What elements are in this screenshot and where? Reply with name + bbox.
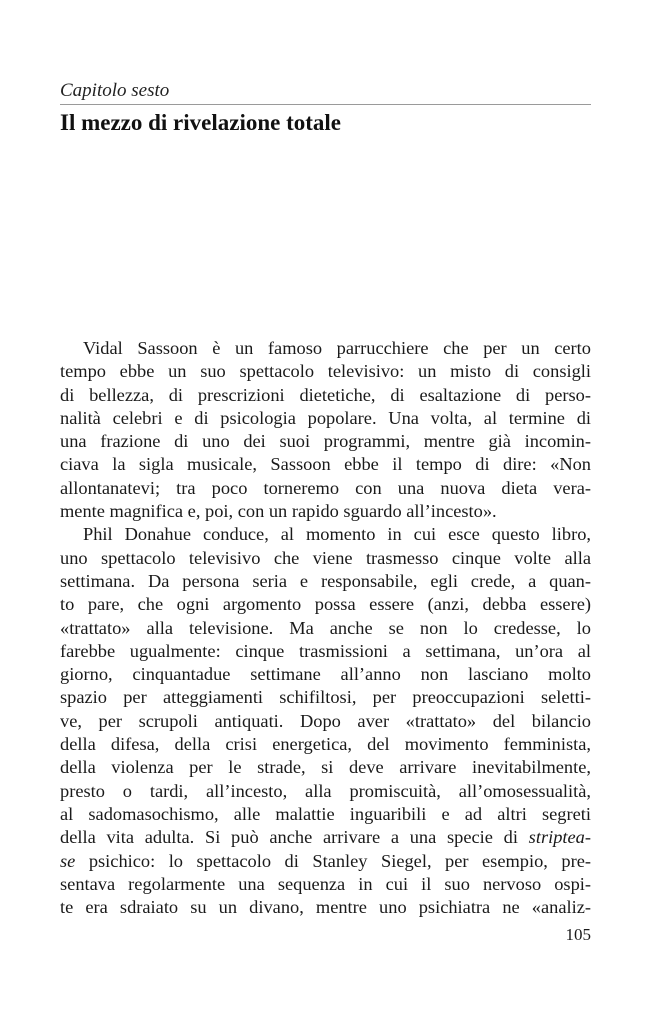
chapter-label: Capitolo sesto: [60, 80, 170, 101]
text-line: nalità celebri e di psicologia popolare. Una volta, al termine di: [60, 407, 591, 428]
text-line: mente magnifica e, poi, con un rapido sguardo all’incesto».: [60, 501, 497, 522]
text-line: «trattato» alla televisione. Ma anche se non lo credesse, lo: [60, 617, 591, 638]
italic-term: striptea-: [528, 827, 591, 848]
paragraph-2: [60, 523, 591, 919]
text-line: sentava regolarmente una sequenza in cui il suo nervoso ospi-: [60, 873, 591, 894]
text-line: uno spettacolo televisivo che viene trasmesso cinque volte alla: [60, 547, 591, 568]
body-text: [60, 337, 591, 919]
text-line: Vidal Sassoon è un famoso parrucchiere che per un certo: [83, 338, 591, 358]
text-line: una frazione di uno dei suoi programmi, mentre già incomin-: [60, 431, 591, 452]
chapter-title: Il mezzo di rivelazione totale: [60, 110, 342, 135]
text-line: farebbe ugualmente: cinque trasmissioni a settimana, un’ora al: [60, 640, 591, 661]
text-line: allontanatevi; tra poco torneremo con una nuova dieta vera-: [60, 477, 591, 498]
text-line: della difesa, della crisi energetica, del movimento femminista,: [60, 734, 591, 755]
chapter-divider: [60, 104, 591, 105]
text-line: to pare, che ogni argomento possa essere (anzi, debba essere): [60, 594, 591, 615]
text-line-start: della vita adulta. Si può anche arrivare a una specie di: [60, 827, 529, 848]
text-line: spazio per atteggiamenti schifiltosi, per preoccupazioni seletti-: [60, 687, 591, 708]
text-line: giorno, cinquantadue settimane all’anno non lasciano molto: [60, 664, 591, 685]
text-line: [60, 826, 591, 849]
text-line: ciava la sigla musicale, Sassoon ebbe il tempo di dire: «Non: [60, 454, 591, 475]
text-line: presto o tardi, all’incesto, alla promiscuità, all’omosessualità,: [60, 780, 591, 801]
text-line: al sadomasochismo, alle malattie inguaribili e ad altri segreti: [60, 803, 591, 824]
text-line: settimana. Da persona seria e responsabile, egli crede, a quan-: [60, 570, 591, 591]
italic-term: se: [60, 850, 76, 871]
text-line: Phil Donahue conduce, al momento in cui esce questo libro,: [83, 524, 591, 545]
text-line-rest: psichico: lo spettacolo di Stanley Siegel, per esempio, pre-: [75, 850, 591, 871]
paragraph-1: [60, 337, 591, 523]
page-number: 105: [565, 925, 591, 944]
text-line: di bellezza, di prescrizioni dietetiche, di esaltazione di perso-: [60, 384, 591, 405]
text-line: tempo ebbe un suo spettacolo televisivo: un misto di consigli: [60, 361, 591, 382]
text-line: [60, 850, 591, 873]
text-line: te era sdraiato su un divano, mentre uno psichiatra ne «analiz-: [60, 897, 591, 918]
text-line: della violenza per le strade, si deve arrivare inevitabilmente,: [60, 757, 591, 778]
text-line: ve, per scrupoli antiquati. Dopo aver «trattato» del bilancio: [60, 710, 591, 731]
